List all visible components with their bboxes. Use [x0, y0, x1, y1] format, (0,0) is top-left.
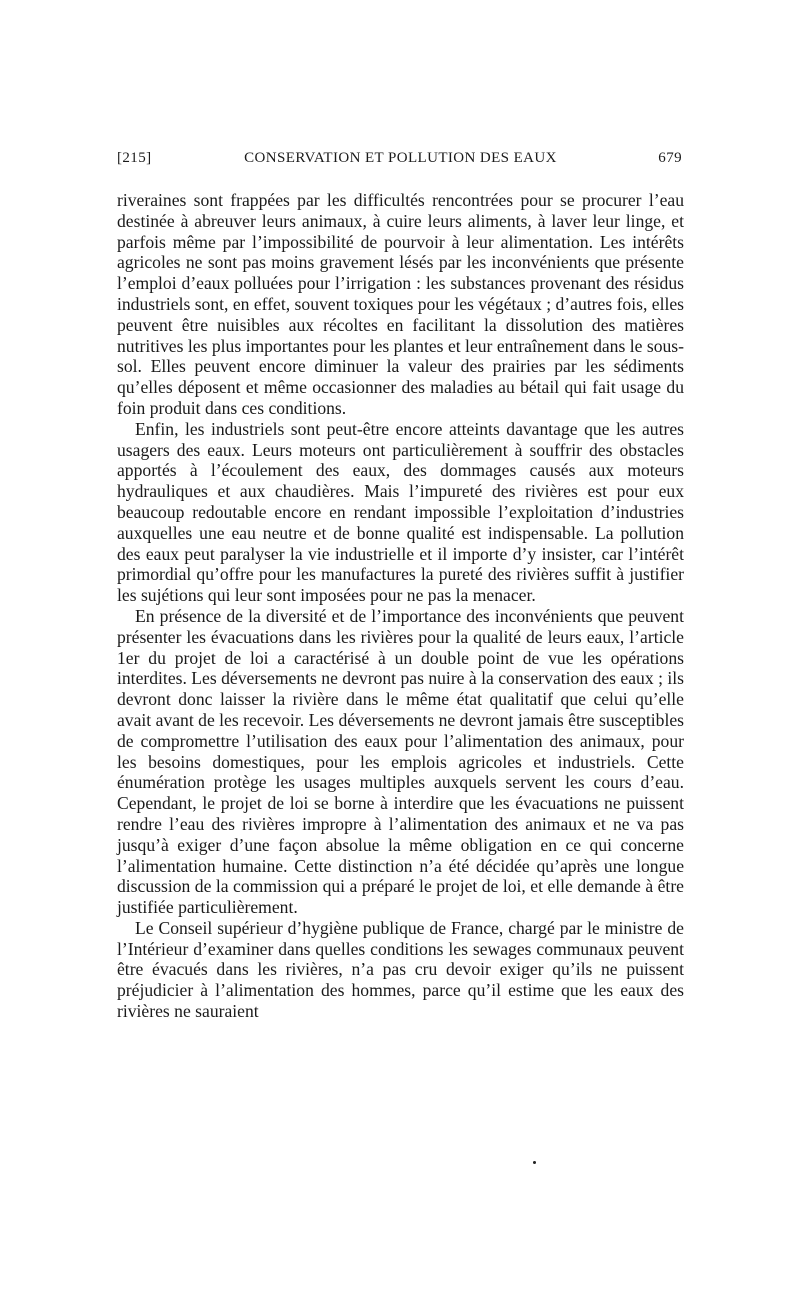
paragraph-2: Enfin, les industriels sont peut-être encore atteints davantage que les autres usagers des eaux. Leurs moteurs ont particulièrement à souffrir des obstacles apportés à l’écoulement des eaux, des dommages causés aux moteurs hydrauliques et aux chaudières. Mais l’impureté des rivières est pour eux beaucoup redoutable encore en rendant impossible l’exploitation d’industries auxquelles une eau neutre et de bonne qualité est indispensable. La pollution des eaux peut paralyser la vie industrielle et il importe d’y insister, car l’intérêt primordial qu’offre pour les manufactures la pureté des rivières suffit à justifier les sujétions qui leur sont imposées pour ne pas la menacer.	[117, 418, 684, 606]
paragraph-4: Le Conseil supérieur d’hygiène publique de France, chargé par le ministre de l’Intérieur d’examiner dans quelles conditions les sewages communaux peuvent être évacués dans les rivières, n’a pas cru devoir exiger qu’ils ne puissent préjudicier à l’alimentation des hommes, parce qu’il estime que les eaux des rivières ne sauraient	[117, 917, 684, 1022]
paragraph-1: riveraines sont frappées par les difficultés rencontrées pour se procurer l’eau destinée à abreuver leurs animaux, à cuire leurs aliments, à laver leur linge, et parfois même par l’impossibilité de pourvoir à leur alimentation. Les intérêts agricoles ne sont pas moins gravement lésés par les inconvénients que présente l’emploi d’eaux polluées pour l’irrigation : les substances provenant des résidus industriels sont, en effet, souvent toxiques pour les végétaux ; d’autres fois, elles peuvent être nuisibles aux récoltes en facilitant la dissolution des matières nutritives les plus importantes pour les plantes et leur entraînement dans le sous-sol. Elles peuvent encore diminuer la valeur des prairies par les sédiments qu’elles déposent et même occasionner des maladies au bétail qui fait usage du foin produit dans ces conditions.	[117, 190, 684, 418]
running-title: CONSERVATION ET POLLUTION DES EAUX	[244, 150, 557, 166]
section-reference: [215]	[117, 150, 152, 166]
paragraph-3: En présence de la diversité et de l’importance des inconvénients que peuvent présenter les évacuations dans les rivières pour la qualité de leurs eaux, l’article 1er du projet de loi a caractérisé à un double point de vue les opérations interdites. Les déversements ne devront pas nuire à la conservation des eaux ; ils devront donc laisser la rivière dans le même état qualitatif que celui qu’elle avait avant de les recevoir. Les déversements ne devront jamais être susceptibles de compromettre l’utilisation des eaux pour l’alimentation des animaux, pour les besoins domestiques, pour les emplois agricoles et industriels. Cette énumération protège les usages multiples auxquels servent les cours d’eau. Cependant, le projet de loi se borne à interdire que les évacuations ne puissent rendre l’eau des rivières impropre à l’alimentation des animaux et ne va pas jusqu’à exiger d’une façon absolue la même obligation en ce qui concerne l’alimentation humaine. Cette distinction n’a été décidée qu’après une longue discussion de la commission qui a préparé le projet de loi, et elle demande à être justifiée particulièrement.	[117, 605, 684, 918]
body-text	[117, 190, 684, 1022]
running-head	[117, 150, 684, 174]
book-page	[117, 150, 684, 1022]
page-number: 679	[658, 150, 682, 166]
print-speck	[533, 1161, 536, 1164]
